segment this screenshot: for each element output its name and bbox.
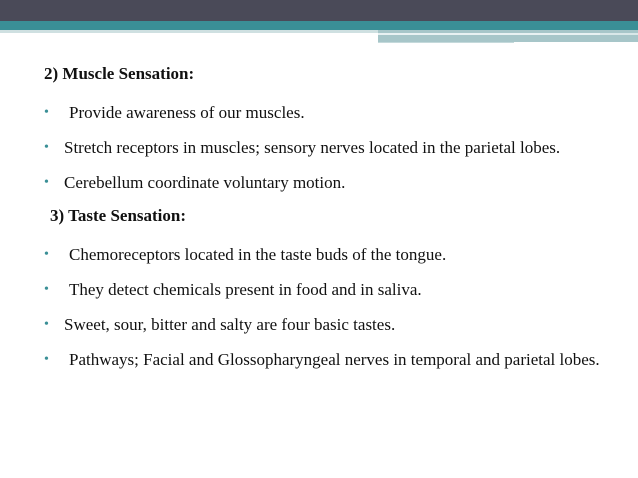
bullet-icon: • bbox=[44, 282, 49, 297]
bullet-icon: • bbox=[44, 317, 49, 332]
list-item-text: Pathways; Facial and Glossopharyngeal nerves in temporal and parietal lobes. bbox=[69, 350, 600, 369]
slide-top-bar bbox=[0, 0, 638, 21]
list-item bbox=[44, 311, 600, 338]
list-item-text: Cerebellum coordinate voluntary motion. bbox=[64, 173, 346, 192]
slide-accent-highlight bbox=[378, 33, 600, 35]
list-item bbox=[44, 99, 600, 126]
list-item bbox=[44, 241, 600, 268]
slide-accent-highlight-end bbox=[600, 33, 638, 35]
list-item-text: Stretch receptors in muscles; sensory nerves located in the parietal lobes. bbox=[64, 138, 561, 157]
bullet-icon: • bbox=[44, 247, 49, 262]
list-item bbox=[44, 276, 600, 303]
list-item bbox=[44, 169, 600, 196]
list-item-text: Provide awareness of our muscles. bbox=[69, 103, 305, 122]
section-heading-taste: 3) Taste Sensation: bbox=[50, 206, 187, 225]
section-heading-muscle: 2) Muscle Sensation: bbox=[44, 64, 195, 83]
list-item-text: Chemoreceptors located in the taste buds of the tongue. bbox=[69, 245, 447, 264]
slide-content bbox=[44, 64, 600, 381]
list-item bbox=[44, 134, 600, 161]
bullet-icon: • bbox=[44, 105, 49, 120]
bullet-icon: • bbox=[44, 140, 49, 155]
slide-accent-band bbox=[0, 21, 638, 30]
list-item-text: Sweet, sour, bitter and salty are four basic tastes. bbox=[64, 315, 396, 334]
slide-accent-block bbox=[378, 30, 638, 42]
slide-accent-strip bbox=[378, 42, 514, 43]
bullet-icon: • bbox=[44, 352, 49, 367]
bullet-icon: • bbox=[44, 175, 49, 190]
slide-accent-line bbox=[0, 30, 378, 33]
list-item-text: They detect chemicals present in food and in saliva. bbox=[69, 280, 422, 299]
list-item bbox=[44, 346, 600, 373]
